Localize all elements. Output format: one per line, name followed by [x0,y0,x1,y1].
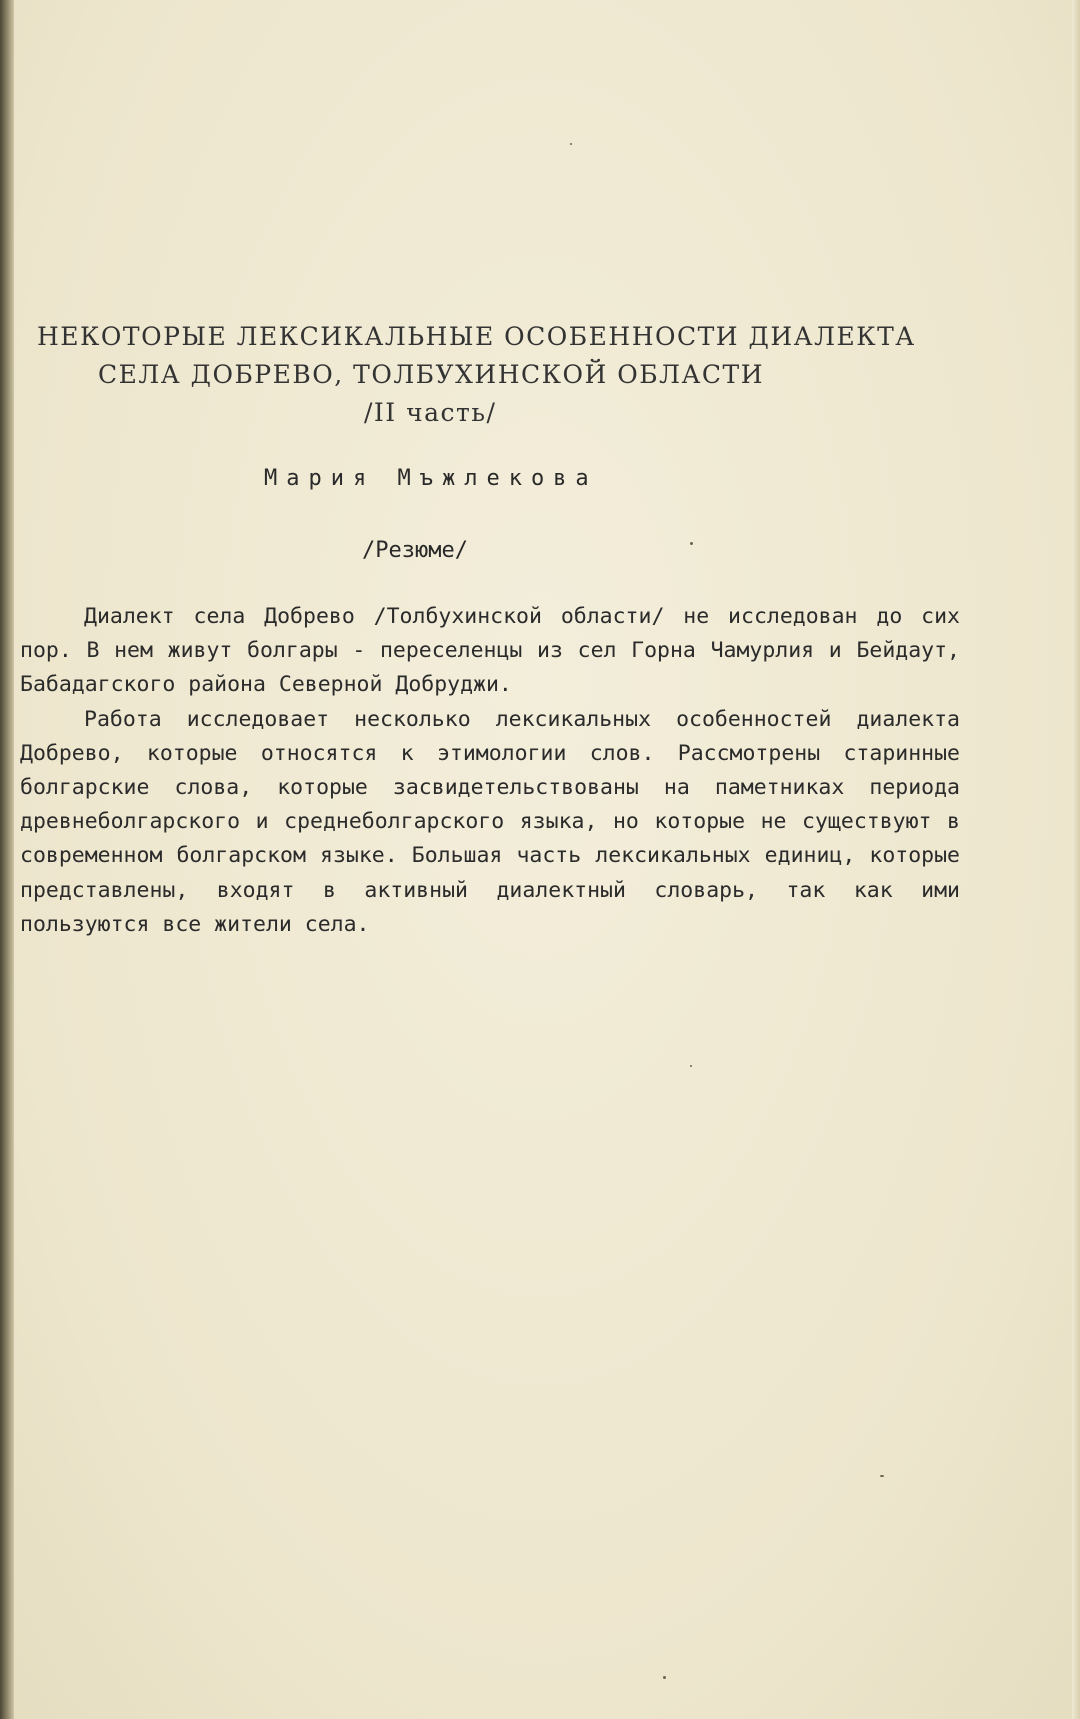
page-binding-edge [0,0,14,1719]
summary-body [20,600,960,942]
paper-speck [690,1065,692,1067]
title-line-2: СЕЛА ДОБРЕВО, ТОЛБУХИНСКОЙ ОБЛАСТИ [98,360,765,389]
title-line-1: НЕКОТОРЫЕ ЛЕКСИКАЛЬНЫЕ ОСОБЕННОСТИ ДИАЛЕКТА [37,322,916,351]
paper-speck [663,1676,666,1679]
paper-speck [880,1475,884,1477]
author-name: Мария Мъжлекова [264,466,598,491]
summary-paragraph-2: Работа исследовает несколько лексикальных особенностей диалекта Добрево, которые относятся к этимологии слов. Рассмотрены старинные болгарские слова, которые засвидетельствованы на паметниках периода древнеболгарского и среднеболгарского языка, но которые не существуют в современном болгарском языке. Большая часть лексикальных единиц, которые представлены, входят в активный диалектный словарь, так как ими пользуются все жители села. [20,706,960,937]
page-right-edge [1072,0,1080,1719]
summary-paragraph-1: Диалект села Добрево /Толбухинской области/ не исследован до сих пор. В нем живут болгары - переселенцы из сел Горна Чамурлия и Бейдаут, Бабадагского района Северной Добруджи. [20,604,960,698]
paper-speck [690,542,693,545]
paper-speck [570,143,572,145]
section-heading: /Резюме/ [362,538,468,563]
title-part-label: /II часть/ [364,398,497,427]
